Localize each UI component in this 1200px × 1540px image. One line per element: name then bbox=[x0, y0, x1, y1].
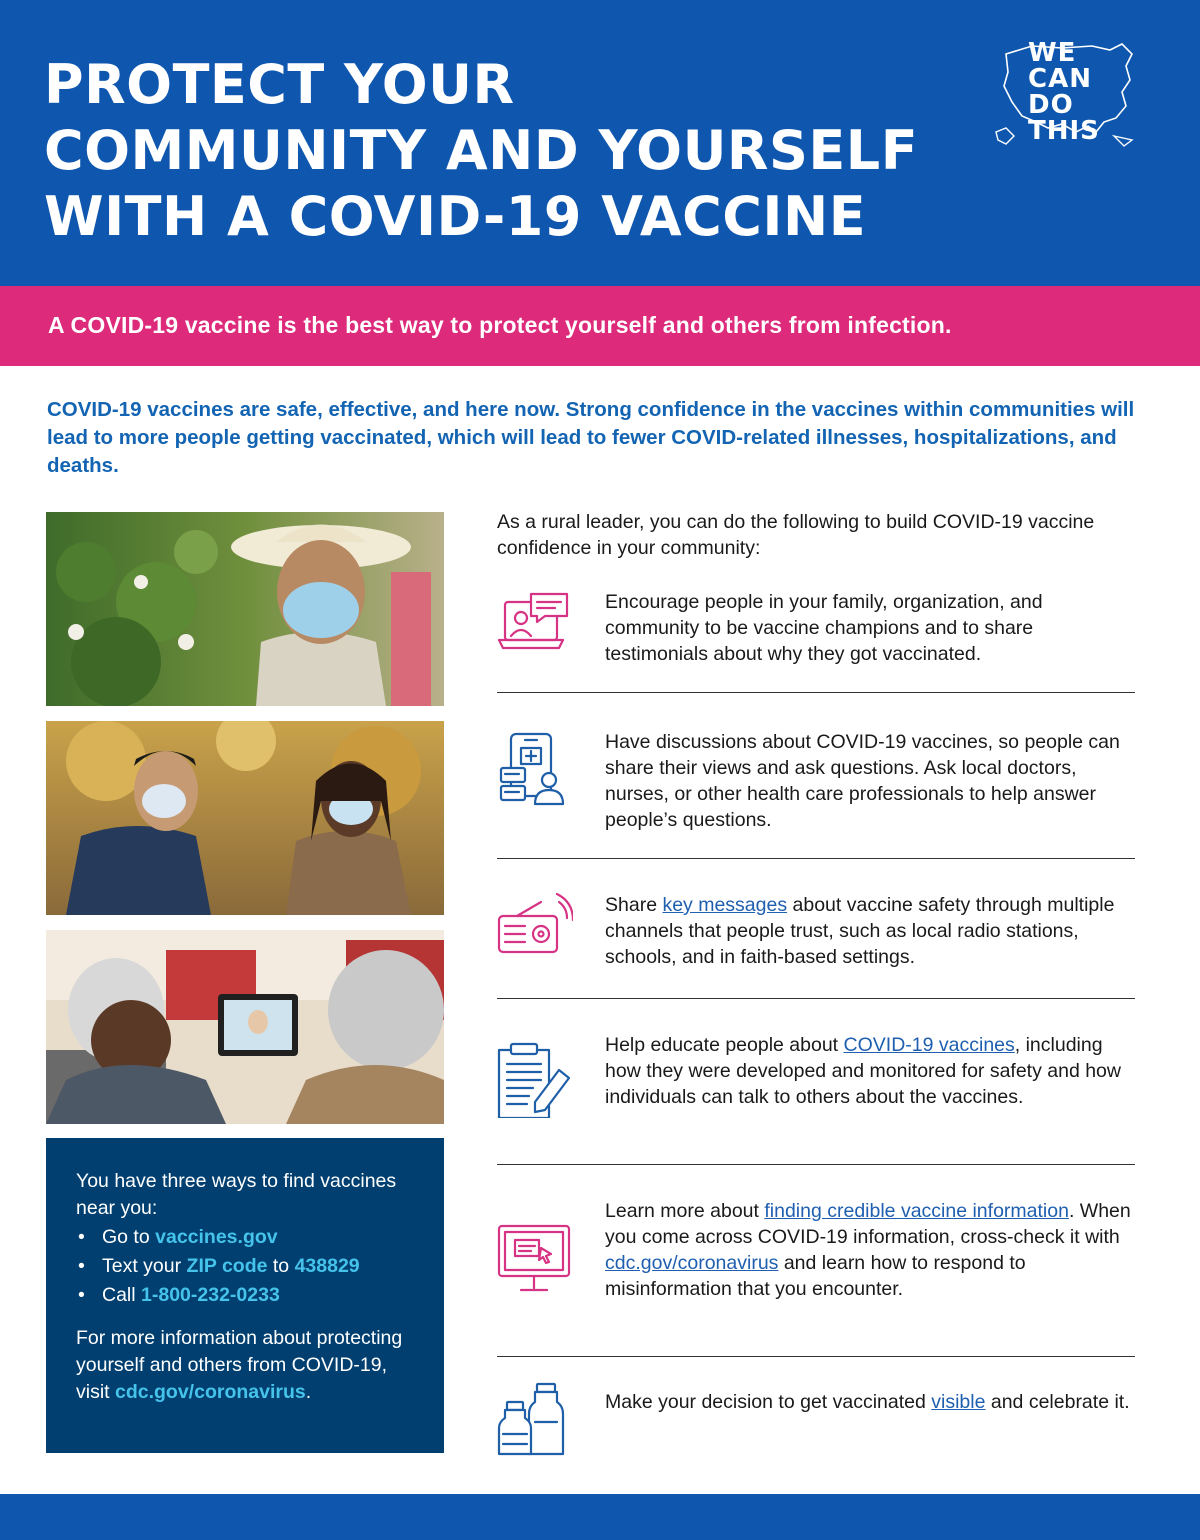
title-line-1: PROTECT YOUR bbox=[44, 53, 515, 116]
action-text-4 bbox=[605, 1032, 1140, 1110]
logo-word-1: WE bbox=[1028, 38, 1077, 68]
text-number[interactable]: 438829 bbox=[294, 1255, 360, 1277]
page-title bbox=[44, 52, 984, 250]
photo-two-people-talking bbox=[46, 721, 444, 915]
action-5-pre: Learn more about bbox=[605, 1200, 765, 1222]
divider bbox=[497, 998, 1135, 999]
logo-word-3: DO bbox=[1028, 90, 1074, 120]
action-6-post: and celebrate it. bbox=[985, 1391, 1130, 1413]
cdc-coronavirus-link[interactable]: cdc.gov/coronavirus bbox=[115, 1381, 306, 1403]
list-item bbox=[76, 1224, 414, 1251]
action-4-post: , including how they were developed and monitored for safety and how individuals can talk to others about the vaccines. bbox=[605, 1034, 1121, 1108]
photo-man-in-mask bbox=[46, 512, 444, 706]
find-vaccines-box bbox=[46, 1138, 444, 1453]
list-item bbox=[76, 1253, 414, 1280]
zip-code-label: ZIP code bbox=[186, 1255, 268, 1277]
action-text-1: Encourage people in your family, organization, and community to be vaccine champions and to share testimonials about why they got vaccinated. bbox=[605, 591, 1043, 665]
divider bbox=[497, 692, 1135, 693]
subtitle-banner bbox=[0, 286, 1200, 366]
laptop-chat-icon bbox=[497, 590, 573, 666]
action-text-3 bbox=[605, 892, 1140, 970]
divider bbox=[497, 858, 1135, 859]
we-can-do-this-logo bbox=[992, 36, 1142, 156]
action-4-pre: Help educate people about bbox=[605, 1034, 844, 1056]
banner-text: A COVID-19 vaccine is the best way to protect yourself and others from infection. bbox=[48, 312, 952, 338]
phone-number-link[interactable]: 1-800-232-0233 bbox=[141, 1284, 280, 1306]
divider bbox=[497, 1164, 1135, 1165]
vaccine-vials-icon bbox=[497, 1382, 573, 1458]
rural-leader-lead: As a rural leader, you can do the following to build COVID-19 vaccine confidence in your community: bbox=[497, 511, 1095, 559]
radio-icon bbox=[497, 892, 573, 968]
key-messages-link[interactable]: key messages bbox=[662, 894, 788, 916]
more-info-text bbox=[76, 1325, 414, 1406]
title-line-3: WITH A COVID-19 VACCINE bbox=[44, 185, 867, 248]
cdc-gov-coronavirus-link[interactable]: cdc.gov/coronavirus bbox=[605, 1252, 779, 1274]
way2-text: Text your bbox=[102, 1255, 187, 1277]
logo-word-2: CAN bbox=[1028, 64, 1092, 94]
action-3-post: about vaccine safety through multiple channels that people trust, such as local radio stations, schools, and in faith-based settings. bbox=[605, 894, 1115, 968]
action-5-post: and learn how to respond to misinformation that you encounter. bbox=[605, 1252, 1026, 1300]
phone-doctor-icon bbox=[497, 732, 573, 808]
visible-link[interactable]: visible bbox=[931, 1391, 986, 1413]
covid-vaccines-link[interactable]: COVID-19 vaccines bbox=[843, 1034, 1015, 1056]
action-text-6 bbox=[605, 1389, 1140, 1415]
find-vaccines-list bbox=[76, 1224, 414, 1309]
way1-text: Go to bbox=[102, 1226, 156, 1248]
intro-paragraph: COVID-19 vaccines are safe, effective, and here now. Strong confidence in the vaccines within communities will lead to more people getting vaccinated, which will lead to fewer COVID-related illnesses, hospitalizations, and deaths. bbox=[47, 398, 1135, 477]
action-text-5 bbox=[605, 1198, 1140, 1302]
action-6-pre: Make your decision to get vaccinated bbox=[605, 1391, 932, 1413]
way2-mid-text: to bbox=[267, 1255, 295, 1277]
action-text-2: Have discussions about COVID-19 vaccines, so people can share their views and ask questions. Ask local doctors, nurses, or other health care professionals to help answer people’s questions. bbox=[605, 731, 1120, 831]
logo-word-4: THIS bbox=[1028, 116, 1100, 146]
photo-couple-telehealth bbox=[46, 930, 444, 1124]
header-banner bbox=[0, 0, 1200, 286]
more-info-end: . bbox=[305, 1381, 312, 1403]
computer-monitor-icon bbox=[497, 1222, 573, 1298]
finding-credible-info-link[interactable]: finding credible vaccine information bbox=[764, 1200, 1069, 1222]
footer-bar bbox=[0, 1494, 1200, 1540]
find-vaccines-intro: You have three ways to find vaccines near you: bbox=[76, 1170, 397, 1219]
action-3-pre: Share bbox=[605, 894, 663, 916]
way3-text: Call bbox=[102, 1284, 142, 1306]
action-5-mid: . When you come across COVID-19 information, cross-check it with bbox=[605, 1200, 1131, 1248]
divider bbox=[497, 1356, 1135, 1357]
document-pen-icon bbox=[497, 1042, 573, 1118]
more-info-body: For more information about protecting yourself and others from COVID-19, visit bbox=[76, 1327, 403, 1403]
list-item bbox=[76, 1282, 414, 1309]
vaccines-gov-link[interactable]: vaccines.gov bbox=[155, 1226, 278, 1248]
title-line-2: COMMUNITY AND YOURSELF bbox=[44, 119, 919, 182]
